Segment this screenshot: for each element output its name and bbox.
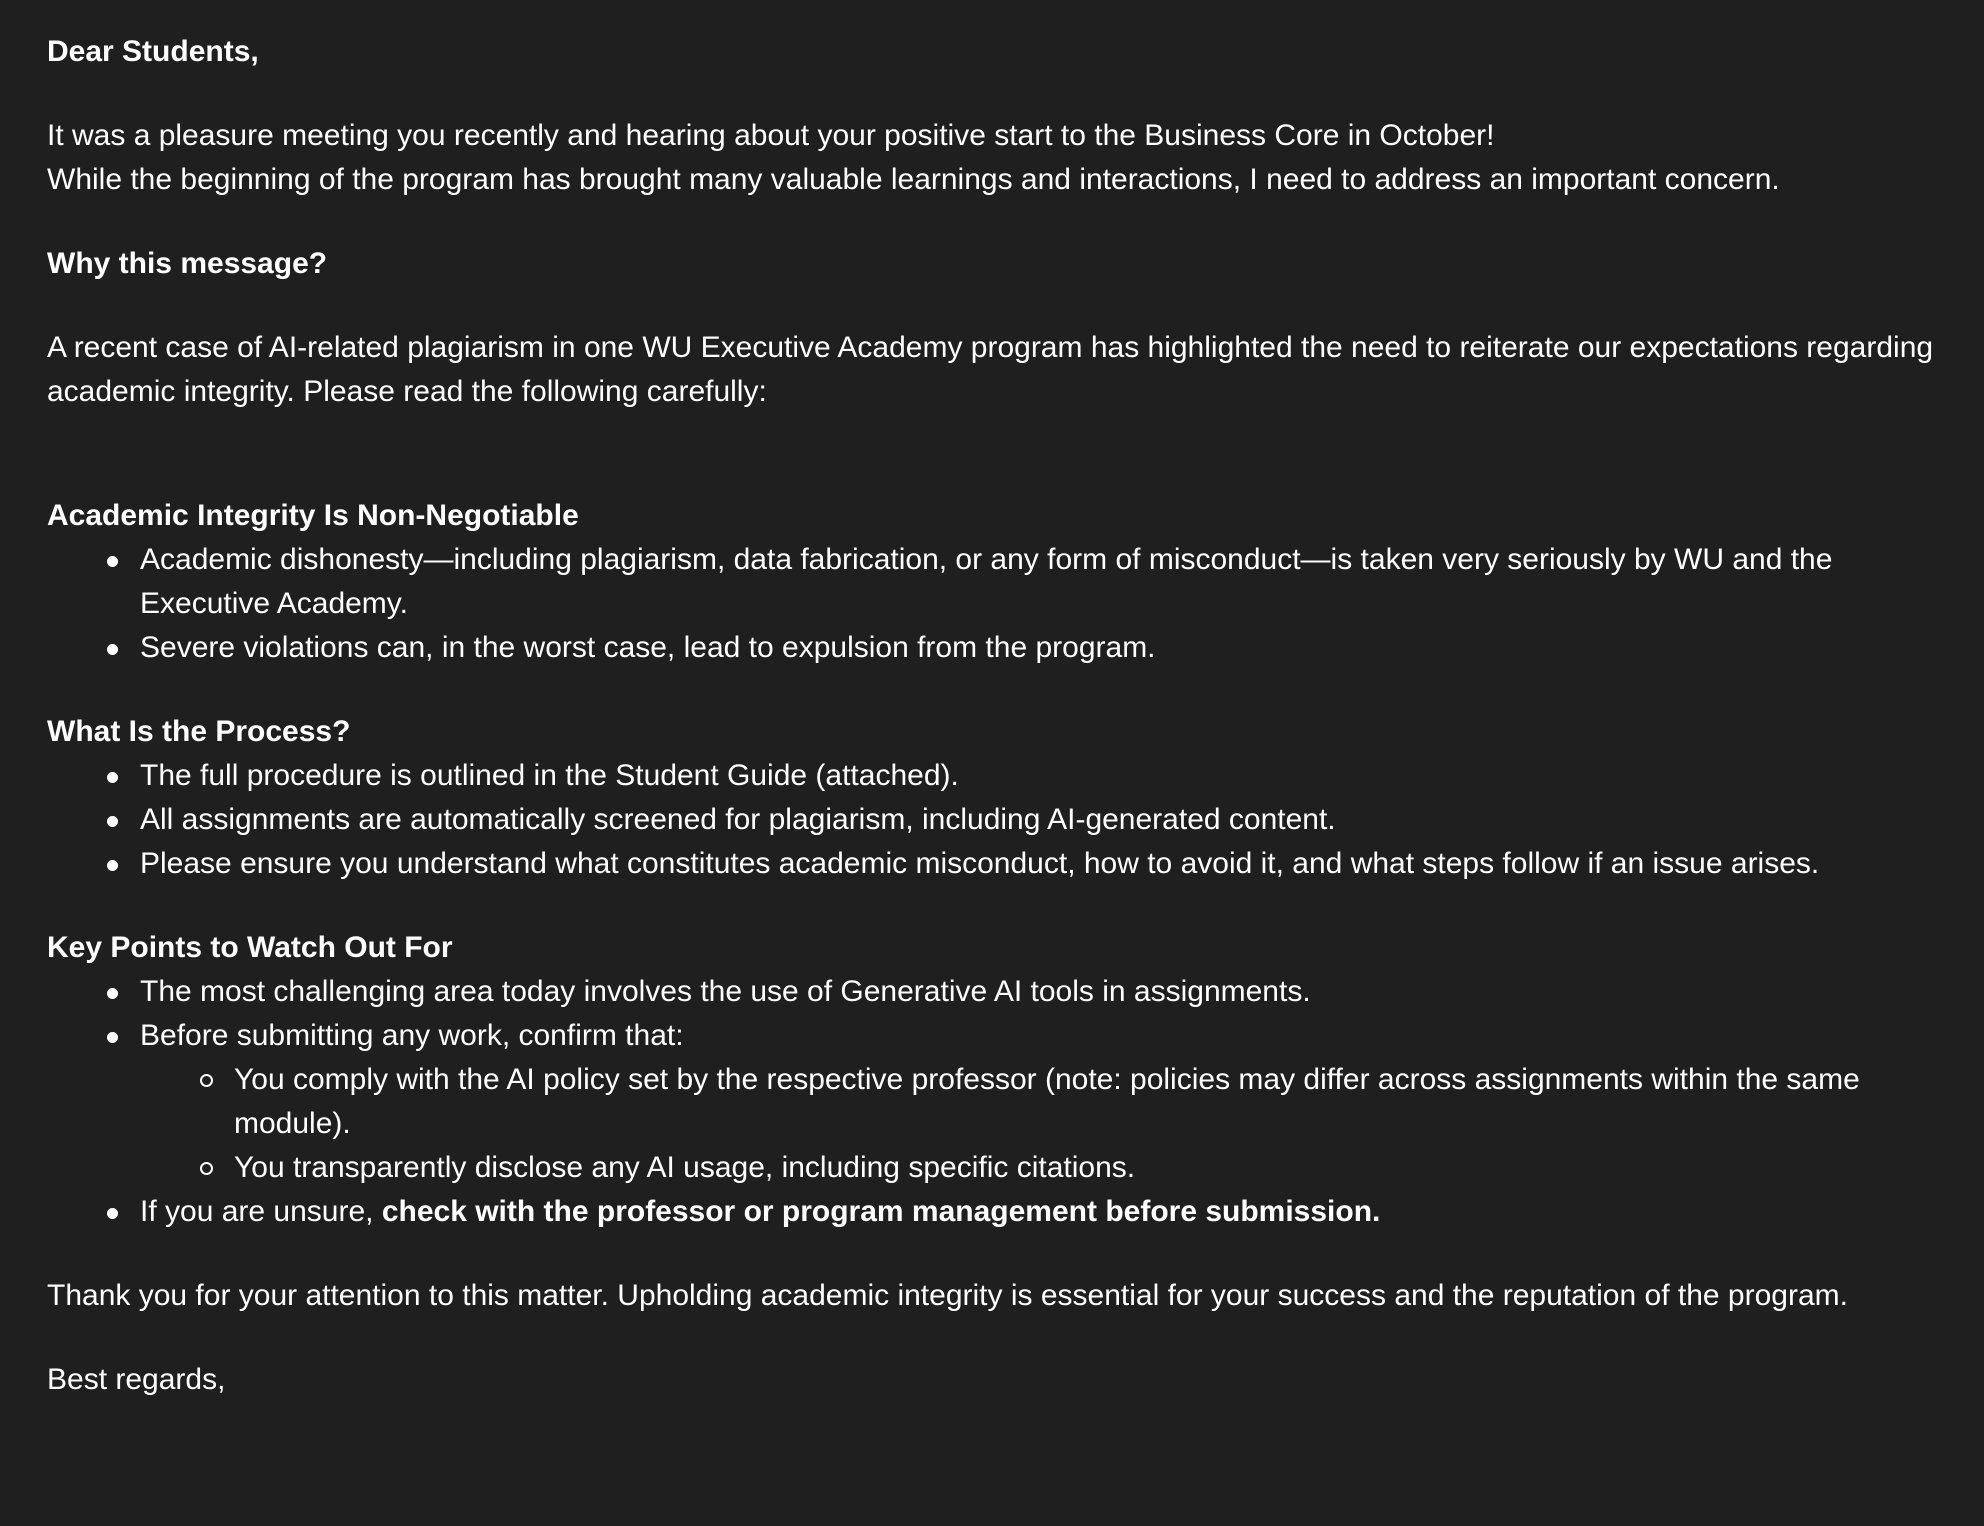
process-list	[47, 754, 1934, 886]
list-item: Please ensure you understand what constitutes academic misconduct, how to avoid it, and what steps follow if an issue arises.	[140, 842, 1934, 886]
bullet-dot-icon	[107, 1208, 118, 1219]
greeting: Dear Students,	[47, 35, 259, 68]
list-item: Academic dishonesty—including plagiarism, data fabrication, or any form of misconduct—is taken very seriously by WU and the Executive Academy.	[140, 538, 1934, 626]
sublist-item: You transparently disclose any AI usage, including specific citations.	[234, 1146, 1934, 1190]
process-heading: What Is the Process?	[47, 715, 351, 748]
sublist-item: You comply with the AI policy set by the respective professor (note: policies may differ across assignments within the same module).	[234, 1058, 1934, 1146]
bullet-circle-icon	[200, 1074, 213, 1087]
closing-text: Thank you for your attention to this matter. Upholding academic integrity is essential for your success and the reputation of the program.	[47, 1279, 1848, 1312]
why-text: A recent case of AI-related plagiarism in one WU Executive Academy program has highlighted the need to reiterate our expectations regarding academic integrity. Please read the following carefully:	[47, 331, 1934, 408]
bullet-circle-icon	[200, 1162, 213, 1175]
intro-line-2: While the beginning of the program has brought many valuable learnings and interactions, I need to address an important concern.	[47, 163, 1780, 196]
bullet-dot-icon	[107, 816, 118, 827]
bullet-dot-icon	[107, 772, 118, 783]
list-item: The full procedure is outlined in the Student Guide (attached).	[140, 754, 1934, 798]
keypoints-sublist	[140, 1058, 1934, 1190]
keypoints-list	[47, 970, 1934, 1234]
why-heading: Why this message?	[47, 247, 328, 280]
list-item: The most challenging area today involves the use of Generative AI tools in assignments.	[140, 970, 1934, 1014]
list-item: Severe violations can, in the worst case, lead to expulsion from the program.	[140, 626, 1934, 670]
keypoints-heading: Key Points to Watch Out For	[47, 931, 453, 964]
bullet-dot-icon	[107, 644, 118, 655]
bullet-dot-icon	[107, 1032, 118, 1043]
integrity-list	[47, 538, 1934, 670]
list-item: Before submitting any work, confirm that: You comply with the AI policy set by the respective professor (note: policies may differ across assignments within the same module). You transparently disclose any AI usage, including specific citations.	[140, 1014, 1934, 1190]
signoff: Best regards,	[47, 1363, 226, 1396]
intro-line-1: It was a pleasure meeting you recently and hearing about your positive start to the Business Core in October!	[47, 119, 1495, 152]
list-item: If you are unsure, check with the professor or program management before submission.	[140, 1190, 1934, 1234]
integrity-heading: Academic Integrity Is Non-Negotiable	[47, 499, 579, 532]
bullet-dot-icon	[107, 988, 118, 999]
list-item: All assignments are automatically screened for plagiarism, including AI-generated content.	[140, 798, 1934, 842]
bullet-dot-icon	[107, 556, 118, 567]
bullet-dot-icon	[107, 860, 118, 871]
emphasis-text: check with the professor or program management before submission.	[381, 1195, 1381, 1228]
